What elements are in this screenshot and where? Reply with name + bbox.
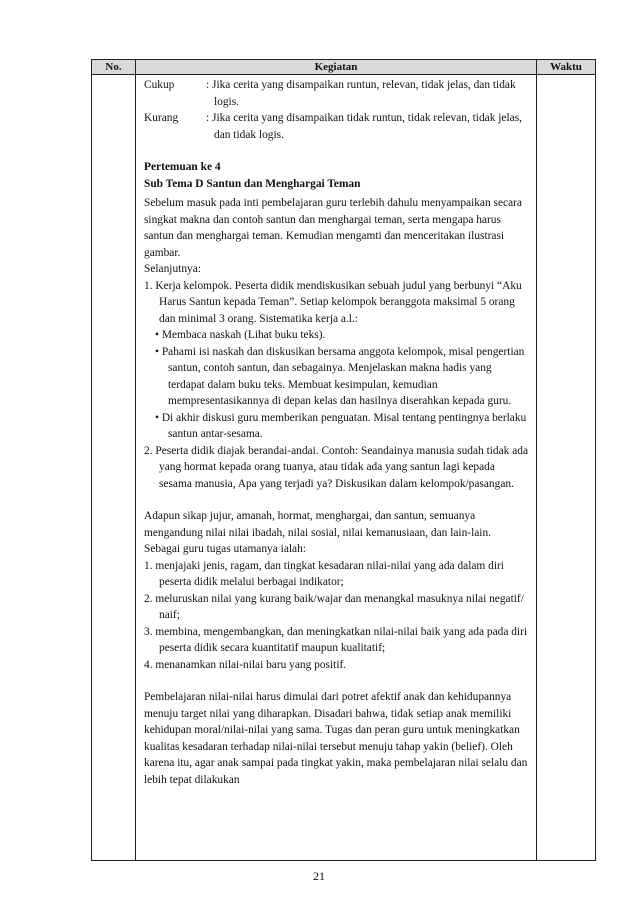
criteria-label: Cukup: [144, 79, 175, 91]
table-header-row: [92, 60, 596, 75]
criteria-cukup: [144, 77, 528, 110]
criteria-kurang: [144, 110, 528, 143]
bullet-item: • Di akhir diskusi guru memberikan penguatan. Misal tentang pentingnya berlaku santun antar-sesama.: [155, 411, 527, 440]
cell-no: [92, 75, 136, 861]
spacer: [144, 673, 528, 689]
duty-item: 2. meluruskan nilai yang kurang baik/wajar dan menangkal masuknya nilai negatif/ naif;: [144, 592, 524, 621]
criteria-text: : Jika cerita yang disampaikan runtun, relevan, tidak jelas, dan tidak logis.: [206, 79, 516, 108]
step-item: 2. Peserta didik diajak berandai-andai. Contoh: Seandainya manusia sudah tidak ada yang hormat kepada orang tuanya, atau tidak ada yang santun lagi kepada sesama manusia, Apa yang terjadi ya? Diskusikan dalam kelompok/pasangan.: [144, 444, 529, 490]
bullet-item: • Membaca naskah (Lihat buku teks).: [155, 329, 326, 341]
page-number: 21: [313, 869, 325, 883]
cell-kegiatan: [136, 75, 537, 861]
bullet-item: • Pahami isi naskah dan diskusikan bersama anggota kelompok, misal pengertian santun, contoh santun, dan sebagainya. Menjelaskan makna hadis yang terdapat dalam buku teks. Membuat kesimpulan, kemudian mempresentasikannya di depan kelas dan hasilnya diserahkan kepada guru.: [155, 345, 525, 407]
duty-item: 4. menanamkan nilai-nilai baru yang positif.: [144, 658, 347, 671]
intro-paragraph: Sebelum masuk pada inti pembelajaran guru terlebih dahulu menyampaikan secara singkat makna dan contoh santun dan menghargai teman, serta mengapa harus santun dan menghargai teman. Kemudian mengamti dan menceritakan ilustrasi gambar.: [144, 197, 522, 259]
cell-waktu: [537, 75, 596, 861]
spacer: [144, 143, 528, 159]
duty-item: 1. menjajaki jenis, ragam, dan tingkat kesadaran nilai-nilai yang ada dalam diri peserta didik melalui berbagai indikator;: [144, 559, 504, 588]
next-label: Selanjutnya:: [144, 263, 201, 275]
kegiatan-content: [136, 75, 536, 788]
header-waktu: Waktu: [537, 60, 596, 75]
criteria-label: Kurang: [144, 112, 179, 124]
meeting-subtitle: Sub Tema D Santun dan Menghargai Teman: [144, 177, 361, 190]
activity-table: [91, 59, 596, 861]
criteria-text: : Jika cerita yang disampaikan tidak runtun, tidak relevan, tidak jelas, dan tidak logis.: [206, 112, 522, 141]
step-item: 1. Kerja kelompok. Peserta didik mendiskusikan sebuah judul yang berbunyi “Aku Harus Santun kepada Teman”. Setiap kelompok beranggota maksimal 5 orang dan minimal 3 orang. Sistematika kerja a.l.:: [144, 279, 522, 325]
header-no: No.: [92, 60, 136, 75]
paragraph-values: Adapun sikap jujur, amanah, hormat, menghargai, dan santun, semuanya mengandung nilai nilai ibadah, nilai sosial, nilai kemanusiaan, dan lain-lain. Sebagai guru tugas utamanya ialah:: [144, 510, 492, 555]
meeting-title: Pertemuan ke 4: [144, 161, 221, 173]
paragraph-learning: Pembelajaran nilai-nilai harus dimulai dari potret afektif anak dan kehidupannya menuju target nilai yang diharapkan. Disadari bahwa, tidak setiap anak memiliki kehidupan moral/nilai-nilai yang sama. Tugas dan peran guru untuk meningkatkan kualitas kesadaran terhadap nilai-nilai tersebut menuju tahap yakin (belief). Oleh karena itu, agar anak sampai pada tingkat yakin, maka pembelajaran nilai selalu dan lebih tepat dilakukan: [144, 691, 528, 786]
header-kegiatan: Kegiatan: [136, 60, 537, 75]
table-row: [92, 75, 596, 861]
spacer: [144, 492, 528, 508]
duty-item: 3. membina, mengembangkan, dan meningkatkan nilai-nilai baik yang ada pada diri peserta didik secara kuantitatif maupun kualitatif;: [144, 625, 528, 654]
